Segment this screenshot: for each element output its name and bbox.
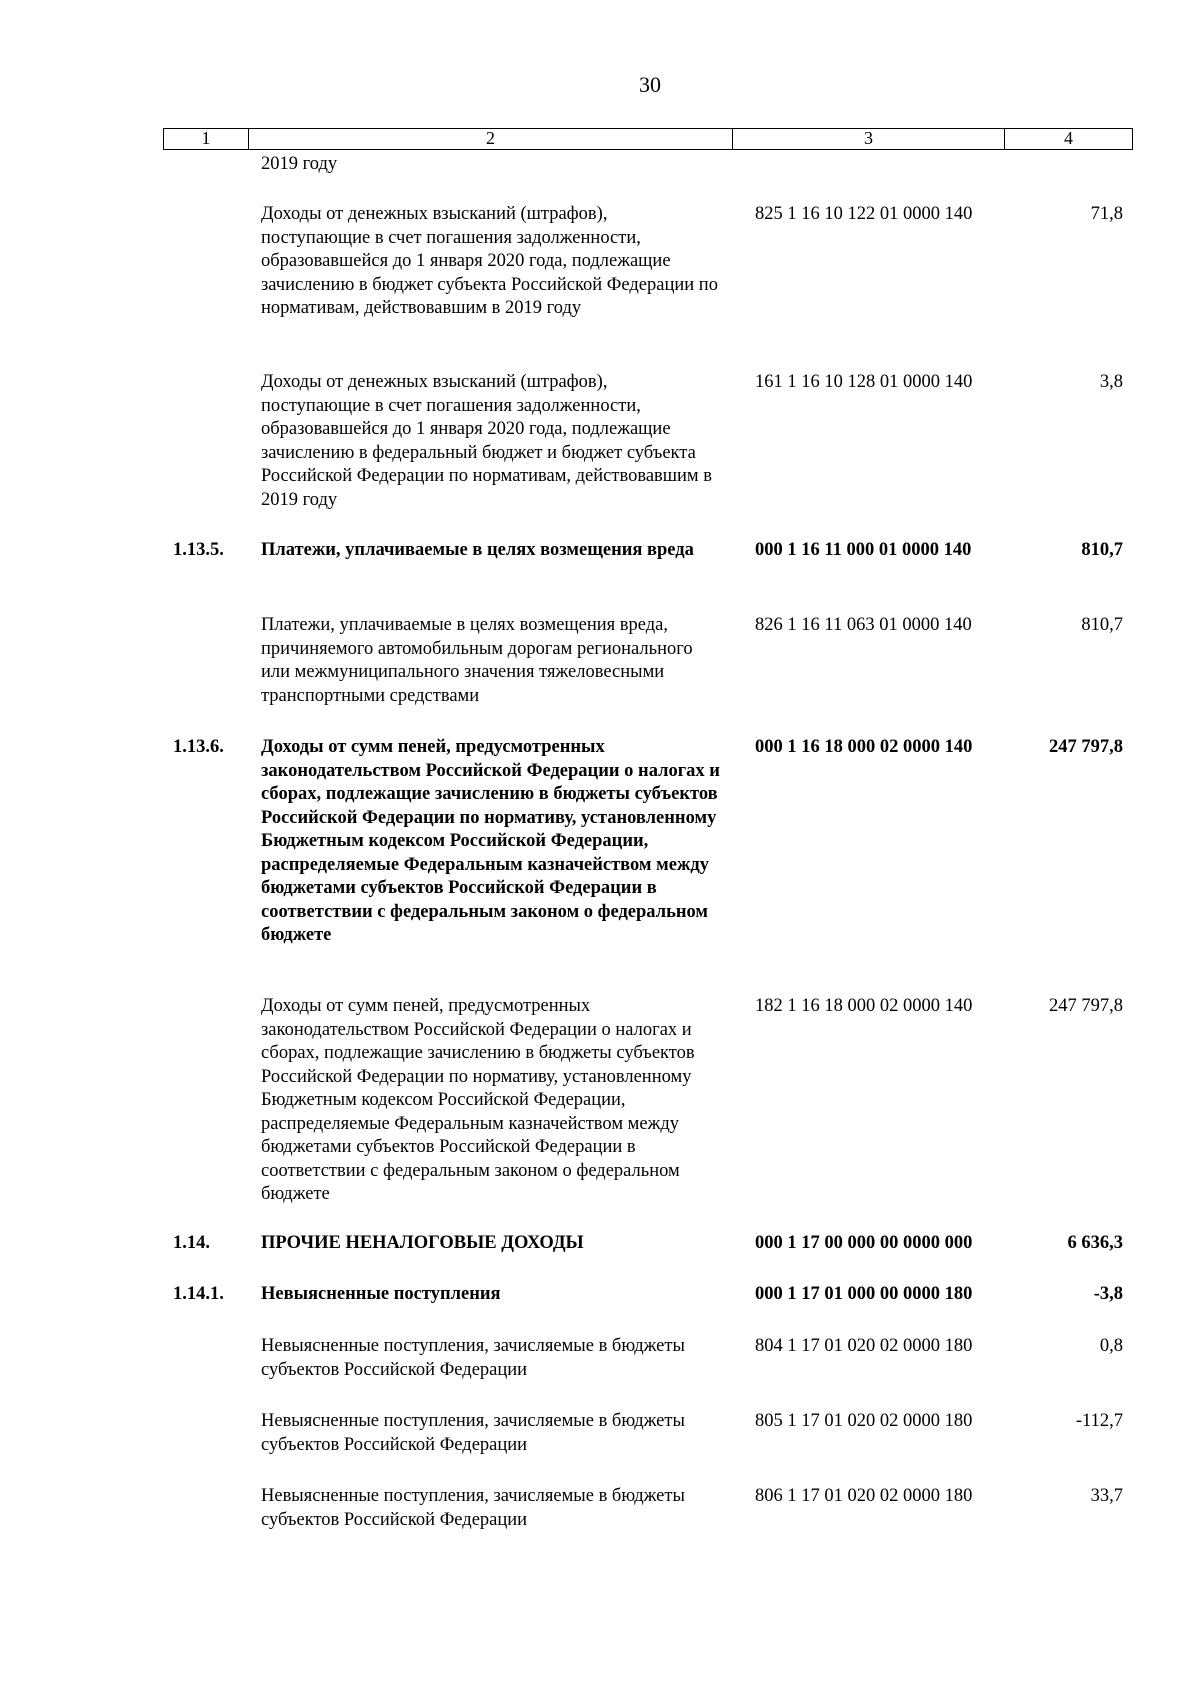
row-code: 000 1 16 18 000 02 0000 140 [755,737,973,757]
row-amount: 6 636,3 [1067,1233,1123,1253]
row-description: Невыясненные поступления, зачисляемые в бюджеты субъектов Российской Федерации [261,1486,685,1530]
row-description: Доходы от сумм пеней, предусмотренных законодательством Российской Федерации о налогах и сборах, подлежащие зачислению в бюджеты субъектов Российской Федерации по нормативу, установленному Бюджетным кодексом Российской Федерации, распределяемые Федеральным казначейством между бюджетами субъектов Российской Федерации в соответствии с федеральным законом о федеральном бюджете [261,737,720,945]
row-code: 825 1 16 10 122 01 0000 140 [755,204,973,224]
row-number: 1.13.5. [173,540,224,560]
row-amount: 810,7 [1081,540,1123,560]
row-description: Платежи, уплачиваемые в целях возмещения вреда, причиняемого автомобильным дорогам регионального или межмуниципального значения тяжеловесными транспортными средствами [261,615,693,706]
row-description: Невыясненные поступления, зачисляемые в бюджеты субъектов Российской Федерации [261,1411,685,1455]
row-amount: 3,8 [1099,372,1123,392]
header-col-2: 2 [249,129,733,149]
row-description: Доходы от денежных взысканий (штрафов), поступающие в счет погашения задолженности, образовавшейся до 1 января 2020 года, подлежащие зачислению в бюджет субъекта Российской Федерации по нормативам, действовавшим в 2019 году [261,204,718,318]
row-code: 804 1 17 01 020 02 0000 180 [755,1336,973,1356]
row-code: 000 1 17 00 000 00 0000 000 [755,1233,973,1253]
row-description: ПРОЧИЕ НЕНАЛОГОВЫЕ ДОХОДЫ [261,1233,584,1253]
row-code: 161 1 16 10 128 01 0000 140 [755,372,973,392]
row-description: Доходы от денежных взысканий (штрафов), поступающие в счет погашения задолженности, образовавшейся до 1 января 2020 года, подлежащие зачислению в федеральный бюджет и бюджет субъекта Российской Федерации по нормативам, действовавшим в 2019 году [261,372,712,510]
row-number: 1.14.1. [173,1284,224,1304]
header-col-1: 1 [164,129,249,149]
row-code: 826 1 16 11 063 01 0000 140 [755,615,972,635]
header-col-4: 4 [1064,128,1073,148]
row-description: Доходы от сумм пеней, предусмотренных законодательством Российской Федерации о налогах и сборах, подлежащие зачислению в бюджеты субъектов Российской Федерации по нормативу, установленному Бюджетным кодексом Российской Федерации, распределяемые Федеральным казначейством между бюджетами субъектов Российской Федерации в соответствии с федеральным законом о федеральном бюджете [261,996,695,1204]
row-description: 2019 году [261,154,338,174]
row-amount: 71,8 [1090,204,1123,224]
row-description: Невыясненные поступления, зачисляемые в бюджеты субъектов Российской Федерации [261,1336,685,1380]
row-description: Платежи, уплачиваемые в целях возмещения вреда [261,540,694,560]
row-number: 1.13.6. [173,737,224,757]
row-code: 806 1 17 01 020 02 0000 180 [755,1486,973,1506]
row-description: Невыясненные поступления [261,1284,501,1304]
row-amount: 247 797,8 [1049,996,1123,1016]
row-number: 1.14. [173,1233,210,1253]
table-header [163,128,1133,150]
row-code: 000 1 17 01 000 00 0000 180 [755,1284,973,1304]
row-amount: 810,7 [1081,615,1123,635]
row-amount: 0,8 [1099,1336,1123,1356]
row-code: 000 1 16 11 000 01 0000 140 [755,540,972,560]
row-amount: 247 797,8 [1049,737,1123,757]
row-amount: -3,8 [1093,1284,1123,1304]
row-amount: -112,7 [1075,1411,1123,1431]
row-code: 805 1 17 01 020 02 0000 180 [755,1411,973,1431]
header-col-3: 3 [733,129,1005,149]
row-code: 182 1 16 18 000 02 0000 140 [755,996,973,1016]
row-amount: 33,7 [1090,1486,1123,1506]
page-number: 30 [639,72,661,97]
